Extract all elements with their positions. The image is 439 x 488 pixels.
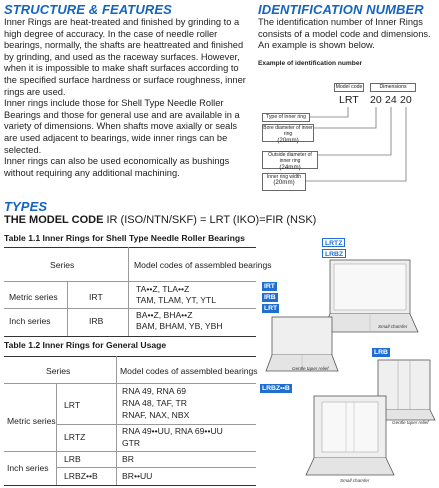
model-code-line bbox=[4, 214, 316, 226]
label-bore-text: Bore diameter of inner ring bbox=[263, 125, 313, 138]
table2-header-series: Series bbox=[46, 366, 71, 376]
label-outside-value: (24mm) bbox=[279, 163, 301, 171]
structure-paragraph-1: Inner Rings are heat-treated and finished by grinding to a high degree of accuracy. In the case of needle roller bearings, normally, the shafts are heattreated and finished by grinding, and used as the raceway surfaces. However, when it is impossible to make shaft surfaces according to the specified surface hardness or surface roughness, inner rings are used. bbox=[4, 17, 246, 97]
table1-row1-code: IRT bbox=[89, 292, 103, 302]
table1-row-rule bbox=[4, 308, 256, 309]
label-width bbox=[262, 173, 306, 191]
caption-gentle-taper-2: Gentle taper relief bbox=[392, 420, 429, 425]
example-title: Example of identification number bbox=[258, 60, 363, 67]
code-dim-bore: 20 bbox=[370, 94, 382, 106]
table1-col-divider bbox=[128, 247, 129, 337]
code-lrt: LRT bbox=[339, 94, 359, 106]
tag-lrt: LRT bbox=[264, 305, 278, 312]
table2-metric-series: Metric series bbox=[7, 416, 56, 426]
label-bore-value: (20mm) bbox=[277, 136, 299, 144]
structure-paragraph-3: Inner rings can also be used economically as bushings without requiring any additional machining. bbox=[4, 156, 230, 178]
table2-lrb-line1: BR bbox=[122, 454, 134, 464]
table2-lrb-code: LRB bbox=[64, 454, 81, 464]
table2-lrt-rule bbox=[56, 424, 256, 425]
table1-top-rule bbox=[4, 247, 256, 248]
table1-title: Table 1.1 Inner Rings for Shell Type Needle Roller Bearings bbox=[4, 233, 245, 243]
table2-title: Table 1.2 Inner Rings for General Usage bbox=[4, 340, 167, 350]
table2-header-rule bbox=[4, 383, 256, 384]
label-type-text: Type of inner ring bbox=[265, 114, 307, 120]
tag-lrbz: LRBZ bbox=[322, 249, 346, 258]
table1-row1-series: Metric series bbox=[9, 292, 58, 302]
table2-lrt-line1: RNA 49, RNA 69 bbox=[122, 386, 187, 396]
table1-row1-line1: TA••Z, TLA••Z bbox=[136, 284, 190, 294]
figure-lrbz-b-inner-ring bbox=[300, 393, 410, 479]
model-code-equivalents: IR (ISO/NTN/SKF) = LRT (IKO)=FIR (NSK) bbox=[106, 214, 317, 226]
table2-lrbz-code: LRBZ••B bbox=[64, 471, 98, 481]
code-dim-width: 20 bbox=[400, 94, 412, 106]
table2-inch-series: Inch series bbox=[7, 463, 49, 473]
label-width-text: Inner ring width bbox=[266, 174, 302, 180]
table2-header-codes: Model codes of assembled bearings bbox=[120, 366, 258, 376]
table2-lrt-code: LRT bbox=[64, 400, 81, 410]
table2-lrb-rule bbox=[56, 467, 256, 468]
tag-lrb: LRB bbox=[374, 349, 388, 356]
identification-text: The identification number of Inner Rings consists of a model code and dimensions. An example is shown below. bbox=[258, 17, 431, 51]
structure-text bbox=[4, 17, 252, 179]
tag-irt: IRT bbox=[264, 283, 275, 290]
table1-header-rule bbox=[4, 281, 256, 282]
label-outside-text: Outside diameter of inner ring bbox=[268, 152, 312, 165]
model-code-prefix: THE MODEL CODE bbox=[4, 214, 104, 226]
table2-series-divider bbox=[56, 383, 57, 486]
caption-small-chamfer-1: Small chamfer bbox=[378, 324, 408, 329]
table2-top-rule bbox=[4, 356, 256, 357]
identification-title: IDENTIFICATION NUMBER bbox=[258, 2, 424, 17]
table1-bottom-rule bbox=[4, 336, 256, 337]
table2-metric-rule bbox=[4, 451, 256, 452]
table2-lrtz-code: LRTZ bbox=[64, 432, 86, 442]
table1-series-divider bbox=[67, 281, 68, 337]
label-bore bbox=[262, 124, 314, 142]
table2-lrtz-line1: RNA 49••UU, RNA 69••UU bbox=[122, 426, 223, 436]
label-type bbox=[262, 113, 310, 122]
table2-lrtz-line2: GTR bbox=[122, 438, 141, 448]
label-outside bbox=[262, 151, 318, 169]
dimensions-header: Dimensions bbox=[370, 83, 416, 92]
tag-irb: IRB bbox=[264, 294, 276, 301]
code-dim-outside: 24 bbox=[385, 94, 397, 106]
caption-small-chamfer-2: Small chamfer bbox=[340, 478, 370, 483]
table2-bottom-rule bbox=[4, 485, 256, 486]
table1-row1-line2: TAM, TLAM, YT, YTL bbox=[136, 295, 217, 305]
structure-title: STRUCTURE & FEATURES bbox=[4, 2, 172, 17]
table1-header-series: Series bbox=[50, 260, 75, 270]
model-code-header: Model code bbox=[335, 84, 363, 90]
table1-row2-series: Inch series bbox=[9, 316, 51, 326]
table2-lrt-line2: RNA 48, TAF, TR bbox=[122, 398, 187, 408]
table1-row2-code: IRB bbox=[89, 316, 104, 326]
table1-header-codes: Model codes of assembled bearings bbox=[134, 260, 272, 270]
tag-lrbz-b: LRBZ••B bbox=[262, 385, 290, 392]
tag-lrtz: LRTZ bbox=[322, 238, 345, 247]
caption-gentle-taper-1: Gentle taper relief bbox=[292, 366, 329, 371]
types-title: TYPES bbox=[4, 199, 48, 214]
table1-row2-line2: BAM, BHAM, YB, YBH bbox=[136, 321, 223, 331]
table2-lrt-line3: RNAF, NAX, NBX bbox=[122, 410, 190, 420]
structure-paragraph-2: Inner rings include those for Shell Type Needle Roller Bearings and those for general use and are available in a variety of dimensions. When shafts move axially or seals are used adjacent to bearings, wide inner rings can be selected. bbox=[4, 98, 240, 155]
table2-lrbz-line1: BR••UU bbox=[122, 471, 153, 481]
label-width-value: (20mm) bbox=[273, 179, 295, 187]
table1-row2-line1: BA••Z, BHA••Z bbox=[136, 310, 193, 320]
